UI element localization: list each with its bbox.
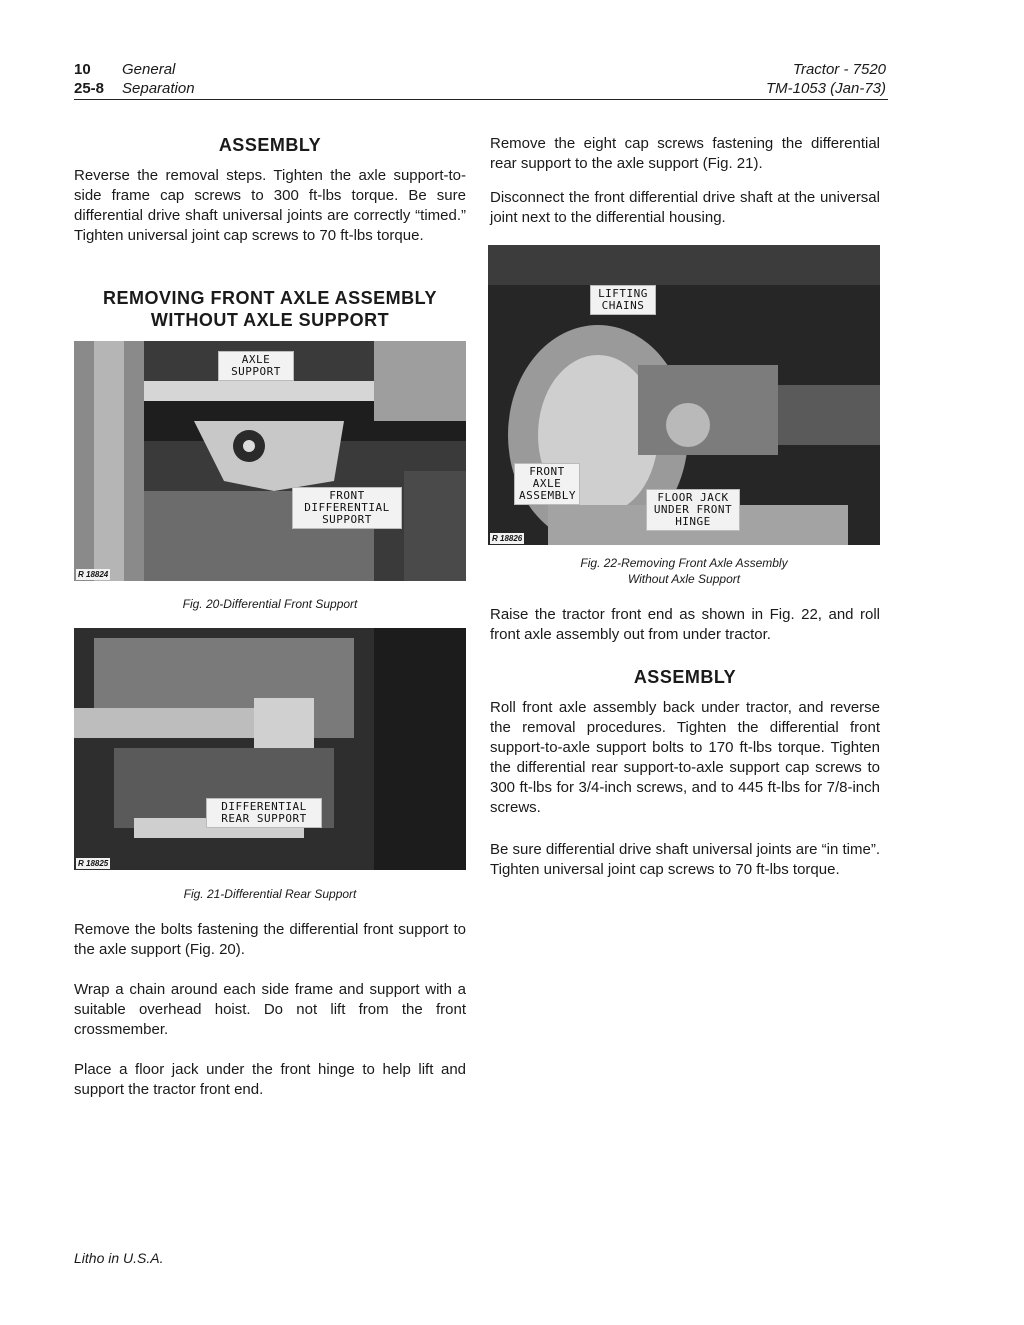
fig20-label-front-diff-support: FRONT DIFFERENTIAL SUPPORT — [292, 487, 402, 529]
assembly-heading: ASSEMBLY — [218, 135, 322, 155]
paragraph-remove-bolts: Remove the bolts fastening the differential front support to the axle support (Fig. 20). — [74, 921, 466, 958]
section-number: 25-8 — [74, 80, 105, 97]
removing-heading — [74, 287, 466, 331]
paragraph-remove-cap-screws: Remove the eight cap screws fastening the differential rear support to the axle support (Fig. 21). — [490, 135, 880, 172]
paragraph-floor-jack: Place a floor jack under the front hinge to help lift and support the tractor front end. — [74, 1061, 466, 1098]
fig21-photo — [74, 628, 466, 870]
section-title: General — [122, 61, 176, 78]
assembly-text-right: Roll front axle assembly back under tractor, and reverse the removal procedures. Tighten the differential front support-to-axle support bolts to 170 ft-lbs torque. Tighten the differential rear support-to-axle support cap screws to 300 ft-lbs for 3/4-inch screws, and to 445 ft-lbs for 7/8-inch screws. — [490, 699, 880, 816]
footer-litho: Litho in U.S.A. — [74, 1250, 164, 1266]
fig21-caption: Fig. 21-Differential Rear Support — [183, 887, 357, 901]
fig22-caption-line2: Without Axle Support — [627, 572, 741, 586]
page-header-left — [74, 60, 195, 98]
subsection-title: Separation — [122, 80, 195, 97]
fig22-caption — [488, 555, 880, 587]
right-assembly-section — [490, 666, 880, 880]
assembly-heading-right: ASSEMBLY — [633, 667, 737, 687]
fig22-photo — [488, 245, 880, 545]
left-bottom-paragraphs — [74, 920, 466, 1100]
fig20-id: R 18824 — [78, 570, 109, 579]
fig21-illustration — [74, 628, 466, 870]
fig20-label-axle-support: AXLE SUPPORT — [218, 351, 294, 381]
fig21-label-diff-rear-support: DIFFERENTIAL REAR SUPPORT — [206, 798, 322, 828]
paragraph-raise-tractor: Raise the tractor front end as shown in Fig. 22, and roll front axle assembly out from under tractor. — [490, 606, 880, 643]
page-header-right — [766, 60, 886, 98]
assembly-text: Reverse the removal steps. Tighten the axle support-to-side frame cap screws to 300 ft-lbs torque. Be sure differential drive shaft universal joints are correctly “timed.” Tighten universal joint cap screws to 70 ft-lbs torque. — [74, 167, 466, 244]
fig20-caption: Fig. 20-Differential Front Support — [182, 597, 358, 611]
manual-id: TM-1053 (Jan-73) — [765, 80, 886, 97]
removing-heading-line1: REMOVING FRONT AXLE ASSEMBLY — [102, 288, 438, 308]
paragraph-in-time: Be sure differential drive shaft universal joints are “in time”. Tighten universal joint cap screws to 70 ft-lbs torque. — [490, 841, 880, 878]
fig22-label-front-axle-assembly: FRONT AXLE ASSEMBLY — [514, 463, 580, 505]
fig22-label-floor-jack: FLOOR JACK UNDER FRONT HINGE — [646, 489, 740, 531]
fig22-caption-line1: Fig. 22-Removing Front Axle Assembly — [580, 556, 788, 570]
fig20-photo — [74, 341, 466, 581]
page-number: 10 — [74, 61, 91, 78]
removing-heading-line2: WITHOUT AXLE SUPPORT — [150, 310, 390, 330]
product-name: Tractor - 7520 — [792, 61, 886, 78]
fig22-label-lifting-chains: LIFTING CHAINS — [590, 285, 656, 315]
fig22-id: R 18826 — [492, 534, 523, 543]
right-raise-paragraph — [490, 605, 880, 645]
left-assembly-section — [74, 134, 466, 246]
header-rule — [74, 99, 888, 100]
paragraph-disconnect-shaft: Disconnect the front differential drive shaft at the universal joint next to the differential housing. — [490, 189, 880, 226]
right-top-paragraphs — [490, 134, 880, 228]
fig21-id: R 18825 — [78, 859, 109, 868]
paragraph-wrap-chain: Wrap a chain around each side frame and support with a suitable overhead hoist. Do not lift from the front crossmember. — [74, 981, 466, 1038]
